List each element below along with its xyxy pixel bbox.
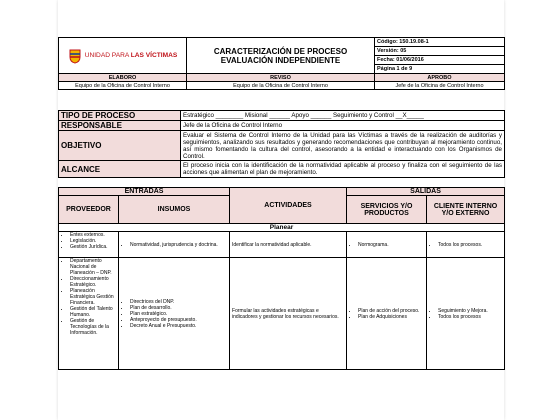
list-item: • Plan de desarrollo. [130, 305, 227, 311]
reviso-label: REVISO [187, 74, 375, 82]
tipo-value: Estratégico ________ Misional ______ Apoyo ______ Seguimiento y Control __X_____ [181, 111, 505, 121]
logo-text: UNIDAD PARA LAS VÍCTIMAS [84, 52, 178, 59]
cliente-cell [427, 258, 505, 370]
insumos-cell [119, 258, 230, 370]
list-item: • Gestión Jurídica. [70, 244, 116, 250]
list-item: • Direccionamiento Estratégico. [70, 276, 116, 288]
tipo-label: TIPO DE PROCESO [59, 111, 181, 121]
objetivo-value: Evaluar el Sistema de Control Interno de la Unidad para las Víctimas a través de la realización de auditorías y seguimientos, analizando sus resultados y generando recomendaciones que contribuyan al mejoramiento continuo, así mismo fomentando la cultura del control, asesorando a la entidad e interactuando con los Organismos de Control. [181, 131, 505, 161]
list-item: • Normograma. [358, 242, 424, 248]
list-item: • Entes externos. [70, 232, 116, 238]
info-table [58, 110, 505, 178]
entradas-header: ENTRADAS [59, 188, 230, 196]
list-item: • Gestión del Talento Humano. [70, 306, 116, 318]
elaboro-label: ELABORO [59, 74, 187, 82]
servicios-cell [347, 258, 427, 370]
list-item: • Seguimiento y Mejora. [438, 308, 502, 314]
proveedor-cell [59, 232, 119, 258]
list-item: • Departamento Nacional de Planeación – DNP. [70, 258, 116, 276]
title-line-2: EVALUACIÓN INDEPENDIENTE [220, 55, 341, 65]
actividad-cell: Formular las actividades estratégicas e indicadores y gestionar los recursos necesarios. [230, 258, 347, 370]
cliente-header: CLIENTE INTERNO Y/O EXTERNO [427, 196, 505, 224]
salidas-header: SALIDAS [347, 188, 505, 196]
proveedor-cell [59, 258, 119, 370]
fecha: Fecha: 01/06/2016 [375, 56, 505, 65]
table-row [59, 258, 505, 370]
list-item: • Directrices del DNP. [130, 299, 227, 305]
proveedor-header: PROVEEDOR [59, 196, 119, 224]
title-cell [187, 38, 375, 74]
list-item: • Plan de Adquisiciones [358, 314, 424, 320]
process-table [58, 187, 505, 370]
list-item: • Normatividad, jurisprudencia y doctrina. [130, 242, 227, 248]
cliente-cell [427, 232, 505, 258]
insumos-cell [119, 232, 230, 258]
phase-label: Planear [59, 224, 505, 232]
responsable-label: RESPONSABLE [59, 121, 181, 131]
logo-cell [59, 38, 187, 74]
alcance-value: El proceso inicia con la identificación de la normatividad aplicable al proceso y finaliza con el seguimiento de las acciones que alimentan el plan de mejoramiento. [181, 161, 505, 178]
insumos-header: INSUMOS [119, 196, 230, 224]
list-item: • Todos los procesos [438, 314, 502, 320]
servicios-cell [347, 232, 427, 258]
list-item: • Anteproyecto de presupuesto. [130, 317, 227, 323]
elaboro-value: Equipo de la Oficina de Control Interno [59, 82, 187, 90]
codigo: Código: 150.19.08-1 [375, 38, 505, 47]
header-table [58, 37, 505, 90]
list-item: • Plan estratégico. [130, 311, 227, 317]
objetivo-label: OBJETIVO [59, 131, 181, 161]
alcance-label: ALCANCE [59, 161, 181, 178]
version: Versión: 05 [375, 47, 505, 56]
list-item: • Plan de acción del proceso. [358, 308, 424, 314]
list-item: • Gestión de Tecnologías de la Información. [70, 318, 116, 336]
list-item: • Legislación. [70, 238, 116, 244]
coat-of-arms-icon [68, 48, 82, 64]
actividad-cell: Identificar la normatividad aplicable. [230, 232, 347, 258]
pagina: Página 1 de 9 [375, 65, 505, 74]
aprobo-label: APROBO [375, 74, 505, 82]
document-title [189, 47, 372, 65]
table-row [59, 232, 505, 258]
aprobo-value: Jefe de la Oficina de Control Interno [375, 82, 505, 90]
list-item: • Todos los procesos. [438, 242, 502, 248]
list-item: • Decreto Anual e Presupuesto. [130, 323, 227, 329]
responsable-value: Jefe de la Oficina de Control Interno [181, 121, 505, 131]
title-line-1: CARACTERIZACIÓN DE PROCESO [213, 46, 348, 56]
actividades-header: ACTIVIDADES [230, 188, 347, 224]
list-item: • Planeación Estratégica Gestión Financiera. [70, 288, 116, 306]
servicios-header: SERVICIOS Y/O PRODUCTOS [347, 196, 427, 224]
reviso-value: Equipo de la Oficina de Control Interno [187, 82, 375, 90]
logo [61, 48, 184, 64]
